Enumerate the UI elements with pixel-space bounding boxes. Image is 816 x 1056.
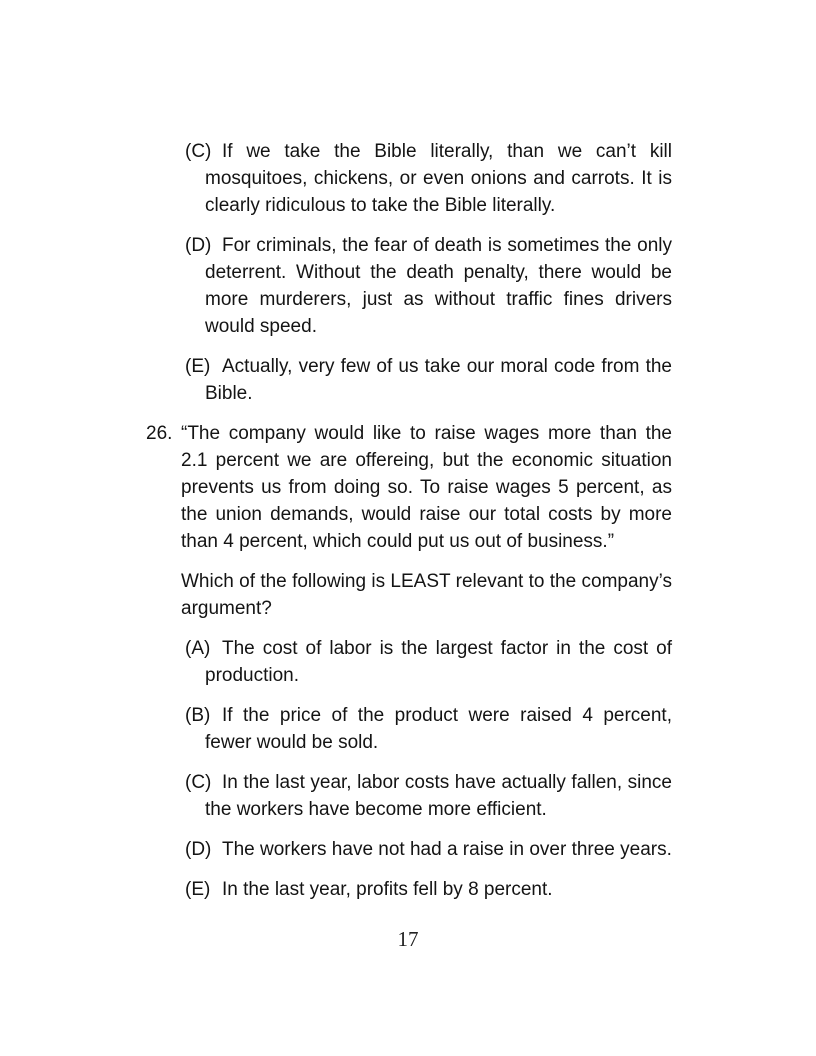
option-item-d	[185, 232, 672, 340]
option-label: (B)	[185, 705, 211, 726]
option-text: The cost of labor is the largest factor in the cost of production.	[205, 638, 672, 686]
option-label: (A)	[185, 638, 211, 659]
option-item-e	[185, 876, 672, 903]
question-stem	[146, 420, 672, 555]
option-text: Actually, very few of us take our moral code from the Bible.	[205, 356, 672, 404]
option-text: The workers have not had a raise in over three years.	[222, 839, 672, 860]
option-item-c	[185, 138, 672, 219]
page-number: 17	[397, 927, 419, 951]
question-number: 26.	[146, 423, 173, 444]
option-item-e	[185, 353, 672, 407]
page-content	[146, 138, 672, 916]
option-text: If the price of the product were raised 4 percent, fewer would be sold.	[205, 705, 672, 753]
option-label: (E)	[185, 356, 211, 377]
option-label: (D)	[185, 235, 212, 256]
option-item-c	[185, 769, 672, 823]
option-label: (D)	[185, 839, 212, 860]
option-label: (C)	[185, 141, 212, 162]
question-prompt: Which of the following is LEAST relevant to the company’s argument?	[181, 571, 672, 619]
option-item-b	[185, 702, 672, 756]
option-label: (C)	[185, 772, 212, 793]
option-text: In the last year, labor costs have actually fallen, since the workers have become more efficient.	[205, 772, 672, 820]
option-text: If we take the Bible literally, than we can’t kill mosquitoes, chickens, or even onions and carrots. It is clearly ridiculous to take the Bible literally.	[205, 141, 672, 216]
question-options-block	[185, 635, 672, 903]
option-text: For criminals, the fear of death is sometimes the only deterrent. Without the death penalty, there would be more murderers, just as without traffic fines drivers would speed.	[205, 235, 672, 337]
question-stem-text: “The company would like to raise wages more than the 2.1 percent we are offereing, but the economic situation prevents us from doing so. To raise wages 5 percent, as the union demands, would raise our total costs by more than 4 percent, which could put us out of business.”	[181, 423, 672, 552]
option-item-a	[185, 635, 672, 689]
option-item-d	[185, 836, 672, 863]
option-label: (E)	[185, 879, 211, 900]
question-26	[146, 420, 672, 903]
option-text: In the last year, profits fell by 8 percent.	[222, 879, 553, 900]
carryover-options-block	[185, 138, 672, 407]
